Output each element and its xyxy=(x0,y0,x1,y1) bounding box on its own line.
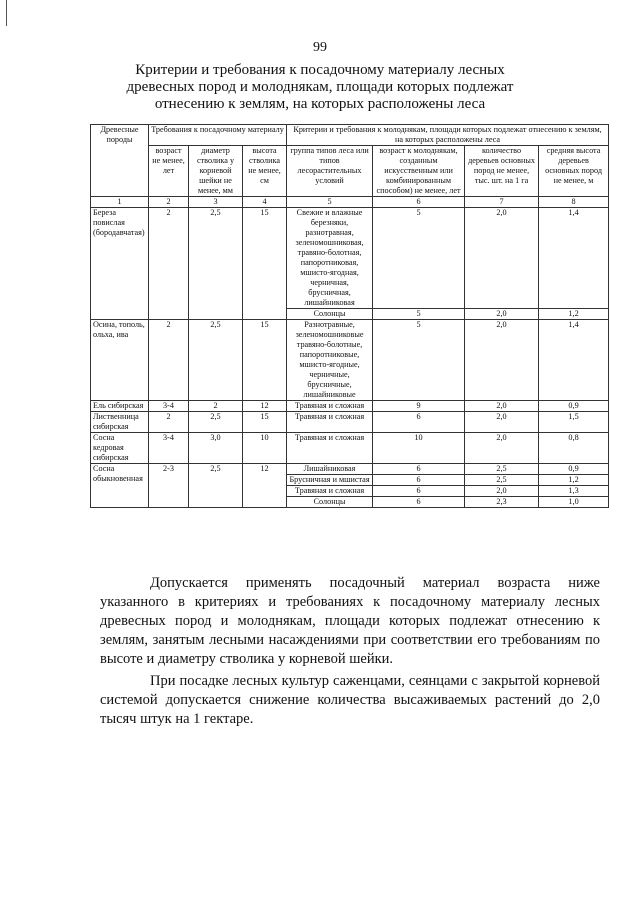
forest-type-cell: Травяная и сложная xyxy=(287,412,373,433)
column-number: 1 xyxy=(91,197,149,208)
table-row xyxy=(91,433,609,464)
avg-height-cell: 1,4 xyxy=(539,208,609,309)
count-cell: 2,0 xyxy=(465,401,539,412)
young-age-cell: 5 xyxy=(373,309,465,320)
young-age-cell: 6 xyxy=(373,486,465,497)
count-cell: 2,0 xyxy=(465,309,539,320)
forest-type-cell: Брусничная и мшистая xyxy=(287,475,373,486)
column-number: 7 xyxy=(465,197,539,208)
species-cell: Ель сибирская xyxy=(91,401,149,412)
height-cell: 15 xyxy=(243,320,287,401)
column-number: 8 xyxy=(539,197,609,208)
height-cell: 15 xyxy=(243,208,287,320)
avg-height-cell: 0,9 xyxy=(539,464,609,475)
paragraph-seedling-age: Допускается применять посадочный материал возраста ниже указанного в критериях и требованиях к посадочному материалу лесных древесных пород и молоднякам, площади которых подлежат отнесению к землям, занятым лесными насаждениями при соответствии его требованиям по высоте и диаметру стволика у корневой шейки. xyxy=(100,575,600,667)
height-cell: 12 xyxy=(243,464,287,508)
page-title: Критерии и требования к посадочному материалу лесных древесных пород и молоднякам, площади которых подлежат отнесению к землям, на которых расположены леса xyxy=(126,62,514,112)
species-cell: Лиственница сибирская xyxy=(91,412,149,433)
avg-height-cell: 1,2 xyxy=(539,475,609,486)
table-row xyxy=(91,401,609,412)
avg-height-cell: 0,8 xyxy=(539,433,609,464)
forest-type-cell: Травяная и сложная xyxy=(287,486,373,497)
page-number: 99 xyxy=(313,40,327,55)
header-row-1 xyxy=(91,125,609,146)
column-number: 6 xyxy=(373,197,465,208)
age-cell: 2-3 xyxy=(149,464,189,508)
header-height: высота стволика не менее, см xyxy=(243,146,287,197)
young-age-cell: 6 xyxy=(373,412,465,433)
header-species: Древесные породы xyxy=(91,125,149,197)
paragraph-closed-root-system: При посадке лесных культур саженцами, сеянцами с закрытой корневой системой допускается снижение количества высаживаемых растений до 2,0 тысяч штук на 1 гектаре. xyxy=(100,673,600,727)
column-number: 4 xyxy=(243,197,287,208)
header-planting-material: Требования к посадочному материалу xyxy=(149,125,287,146)
species-cell: Береза повислая (бородавчатая) xyxy=(91,208,149,320)
young-age-cell: 6 xyxy=(373,464,465,475)
header-row-2 xyxy=(91,146,609,197)
table-row xyxy=(91,464,609,475)
age-cell: 2 xyxy=(149,412,189,433)
column-number-row xyxy=(91,197,609,208)
column-number: 5 xyxy=(287,197,373,208)
header-tree-count: количество деревьев основных пород не менее, тыс. шт. на 1 га xyxy=(465,146,539,197)
forest-type-cell: Свежие и влажные березняки, разнотравная, зеленомошниковая, травяно-болотная, папоротниковая, мшисто-ягодная, черничная, брусничная, лишайниковая xyxy=(287,208,373,309)
height-cell: 15 xyxy=(243,412,287,433)
avg-height-cell: 1,4 xyxy=(539,320,609,401)
table-row xyxy=(91,320,609,401)
header-average-height: средняя высота деревьев основных пород не менее, м xyxy=(539,146,609,197)
species-cell: Сосна кедровая сибирская xyxy=(91,433,149,464)
avg-height-cell: 1,3 xyxy=(539,486,609,497)
count-cell: 2,0 xyxy=(465,433,539,464)
age-cell: 2 xyxy=(149,320,189,401)
diameter-cell: 2,5 xyxy=(189,208,243,320)
avg-height-cell: 1,5 xyxy=(539,412,609,433)
young-age-cell: 9 xyxy=(373,401,465,412)
forest-type-cell: Солонцы xyxy=(287,497,373,508)
height-cell: 12 xyxy=(243,401,287,412)
diameter-cell: 3,0 xyxy=(189,433,243,464)
count-cell: 2,0 xyxy=(465,320,539,401)
species-cell: Сосна обыкновенная xyxy=(91,464,149,508)
diameter-cell: 2 xyxy=(189,401,243,412)
height-cell: 10 xyxy=(243,433,287,464)
column-number: 3 xyxy=(189,197,243,208)
diameter-cell: 2,5 xyxy=(189,320,243,401)
header-young-stands: Критерии и требования к молоднякам, площади которых подлежат отнесению к землям, на которых расположены леса xyxy=(287,125,609,146)
count-cell: 2,0 xyxy=(465,486,539,497)
age-cell: 3-4 xyxy=(149,433,189,464)
avg-height-cell: 1,0 xyxy=(539,497,609,508)
count-cell: 2,0 xyxy=(465,412,539,433)
forest-type-cell: Разнотравные, зеленомошниковые травяно-болотные, папоротниковые, мшисто-ягодные, черничные, брусничные, лишайниковые xyxy=(287,320,373,401)
avg-height-cell: 1,2 xyxy=(539,309,609,320)
forest-type-cell: Лишайниковая xyxy=(287,464,373,475)
header-forest-types: группа типов леса или типов лесорастительных условий xyxy=(287,146,373,197)
criteria-table xyxy=(90,124,609,508)
count-cell: 2,3 xyxy=(465,497,539,508)
diameter-cell: 2,5 xyxy=(189,412,243,433)
count-cell: 2,5 xyxy=(465,464,539,475)
binding-line xyxy=(6,0,7,26)
diameter-cell: 2,5 xyxy=(189,464,243,508)
forest-type-cell: Травяная и сложная xyxy=(287,433,373,464)
forest-type-cell: Солонцы xyxy=(287,309,373,320)
young-age-cell: 5 xyxy=(373,320,465,401)
count-cell: 2,5 xyxy=(465,475,539,486)
table-row xyxy=(91,412,609,433)
forest-type-cell: Травяная и сложная xyxy=(287,401,373,412)
avg-height-cell: 0,9 xyxy=(539,401,609,412)
column-number: 2 xyxy=(149,197,189,208)
age-cell: 2 xyxy=(149,208,189,320)
header-young-age: возраст к молоднякам, созданным искусственным или комбинированным способом) не менее, лет xyxy=(373,146,465,197)
young-age-cell: 5 xyxy=(373,208,465,309)
young-age-cell: 10 xyxy=(373,433,465,464)
young-age-cell: 6 xyxy=(373,475,465,486)
count-cell: 2,0 xyxy=(465,208,539,309)
header-diameter: диаметр стволика у корневой шейки не менее, мм xyxy=(189,146,243,197)
species-cell: Осина, тополь, ольха, ива xyxy=(91,320,149,401)
age-cell: 3-4 xyxy=(149,401,189,412)
header-age: возраст не менее, лет xyxy=(149,146,189,197)
young-age-cell: 6 xyxy=(373,497,465,508)
table-row xyxy=(91,208,609,309)
